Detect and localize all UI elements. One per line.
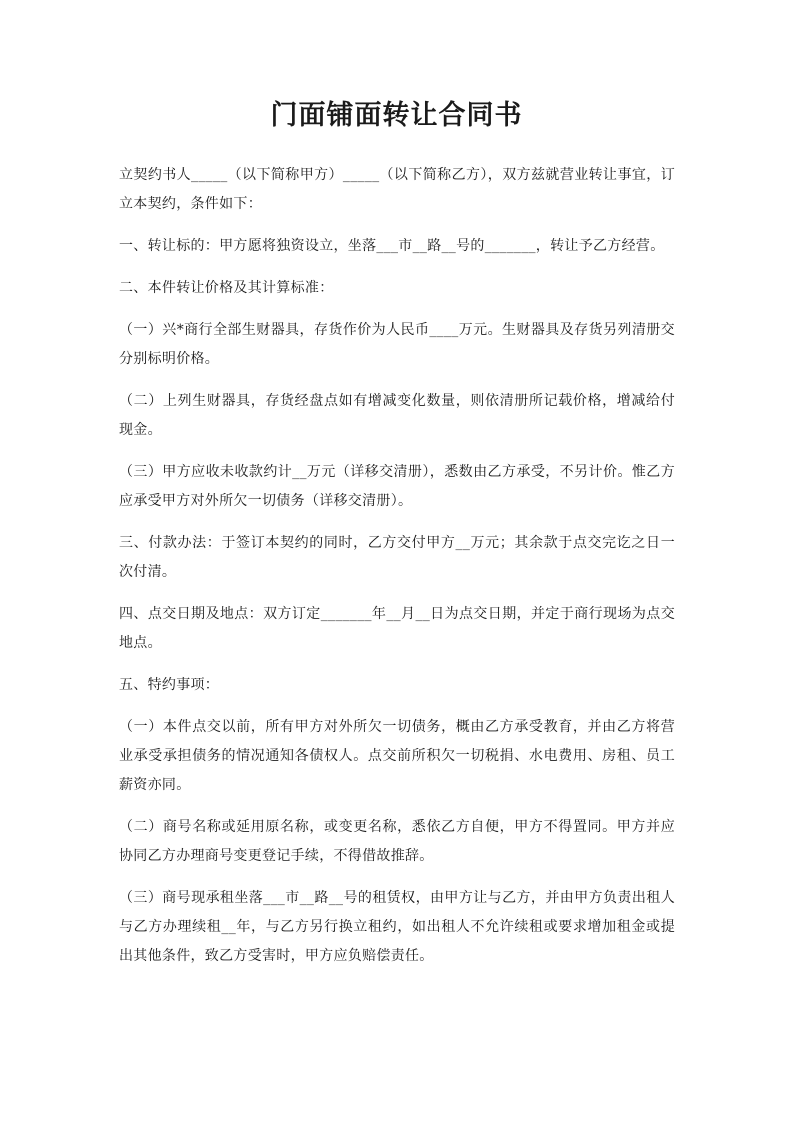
clause-5-item-1: （一）本件点交以前，所有甲方对外所欠一切债务，概由乙方承受教育，并由乙方将营业承受承担债务的情况通知各债权人。点交前所积欠一切税捐、水电费用、房租、员工薪资亦同。 [119,719,675,793]
preamble-paragraph: 立契约书人_____（以下简称甲方）_____（以下简称乙方），双方兹就营业转让事宜，订立本契约，条件如下： [119,167,675,212]
clause-1-transfer-subject: 一、转让标的：甲方愿将独资设立，坐落___市__路__号的_______，转让予乙方经营。 [119,238,665,254]
clause-5-item-3: （三）商号现承租坐落___市__路__号的租赁权，由甲方让与乙方，并由甲方负责出租人与乙方办理续租__年，与乙方另行换立租约，如出租人不允许续租或要求增加租金或提出其他条件，致乙方受害时，甲方应负赔偿责任。 [119,890,675,964]
clause-2-item-3: （三）甲方应收未收款约计__万元（详移交清册），悉数由乙方承受，不另计价。惟乙方应承受甲方对外所欠一切债务（详移交清册）。 [119,464,675,509]
clause-5-heading: 五、特约事项： [119,677,220,693]
document-body [119,161,675,984]
clause-3-payment: 三、付款办法：于签订本契约的同时，乙方交付甲方__万元；其余款于点交完讫之日一次付清。 [119,535,675,580]
clause-5-item-2: （二）商号名称或延用原名称，或变更名称，悉依乙方自便，甲方不得置同。甲方并应协同乙方办理商号变更登记手续，不得借故推辞。 [119,819,675,864]
clause-4-handover: 四、点交日期及地点：双方订定_______年__月__日为点交日期，并定于商行现场为点交地点。 [119,606,675,651]
clause-2-item-2: （二）上列生财器具，存货经盘点如有增减变化数量，则依清册所记载价格，增减给付现金。 [119,393,675,438]
clause-2-item-1: （一）兴*商行全部生财器具，存货作价为人民币____万元。生财器具及存货另列清册交分别标明价格。 [119,322,675,367]
document-title: 门面铺面转让合同书 [270,100,523,131]
clause-2-heading: 二、本件转让价格及其计算标准： [119,280,334,296]
